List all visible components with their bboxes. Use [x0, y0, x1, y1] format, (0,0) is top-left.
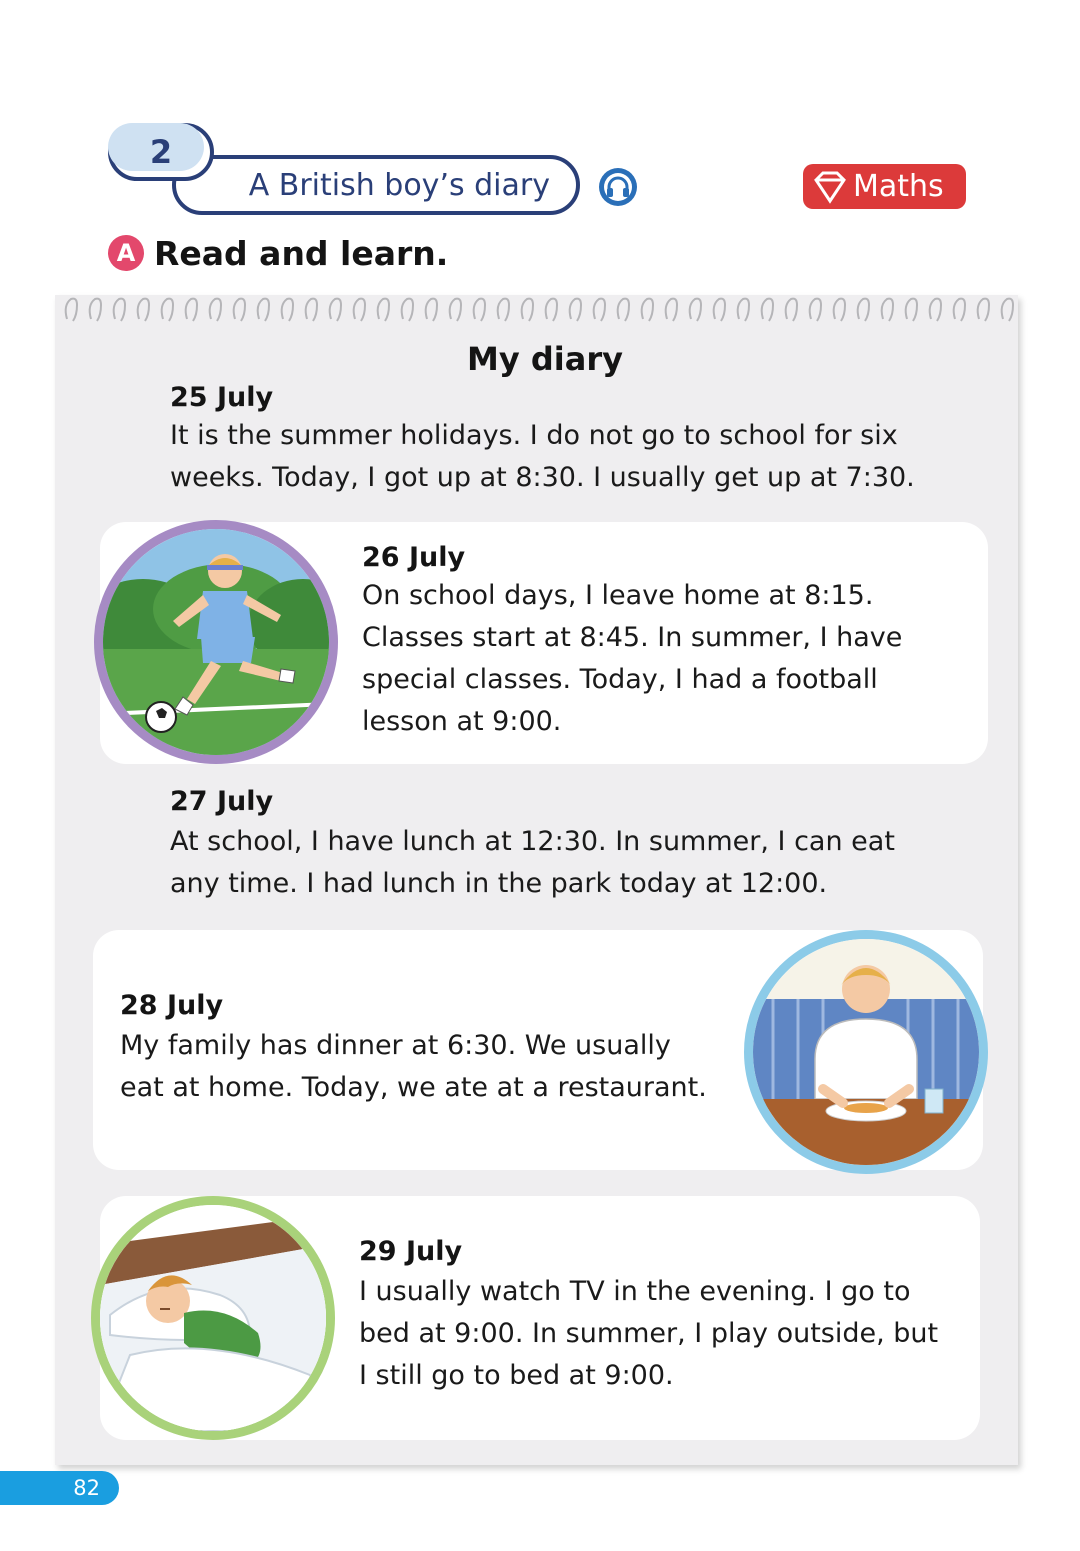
- notebook-ring: [714, 299, 725, 321]
- entry-date: 26 July: [362, 542, 466, 573]
- entry-text: [120, 1025, 740, 1109]
- notebook-ring: [690, 299, 701, 321]
- entry-date: 28 July: [120, 990, 224, 1021]
- notebook-ring: [522, 299, 533, 321]
- entry-text: [170, 821, 970, 905]
- dinner-illustration: [744, 930, 988, 1174]
- entry-text: [170, 415, 970, 499]
- notebook-ring: [978, 299, 989, 321]
- entry-line: I usually watch TV in the evening. I go to: [359, 1276, 911, 1307]
- notebook-ring: [618, 299, 629, 321]
- notebook-ring: [930, 299, 941, 321]
- entry-line: It is the summer holidays. I do not go to school for six: [170, 420, 898, 451]
- notebook-ring: [498, 299, 509, 321]
- entry-line: weeks. Today, I got up at 8:30. I usually get up at 7:30.: [170, 462, 915, 493]
- section-heading: [108, 233, 448, 273]
- entry-line: eat at home. Today, we ate at a restaurant.: [120, 1072, 707, 1103]
- entry-text: [362, 575, 972, 743]
- headphones-icon[interactable]: [598, 167, 638, 207]
- notebook-ring: [402, 299, 413, 321]
- entry-line: any time. I had lunch in the park today at 12:00.: [170, 868, 828, 899]
- notebook-ring: [546, 299, 557, 321]
- notebook-ring: [1002, 299, 1013, 321]
- notebook-ring: [186, 299, 197, 321]
- boy-playing-football-image: [103, 529, 329, 755]
- unit-number-badge: [108, 123, 214, 181]
- page-number-text: 82: [73, 1476, 100, 1500]
- notebook-ring: [162, 299, 173, 321]
- notebook-ring: [642, 299, 653, 321]
- notebook-ring: [474, 299, 485, 321]
- notebook-ring: [906, 299, 917, 321]
- entry-text: [359, 1271, 974, 1397]
- entry-line: On school days, I leave home at 8:15.: [362, 580, 874, 611]
- notebook-ring: [90, 299, 101, 321]
- notebook-ring: [234, 299, 245, 321]
- section-letter-badge: A: [108, 235, 144, 271]
- notebook-ring: [858, 299, 869, 321]
- entry-line: lesson at 9:00.: [362, 706, 562, 737]
- notebook-ring: [66, 299, 77, 321]
- entry-line: At school, I have lunch at 12:30. In summer, I can eat: [170, 826, 895, 857]
- notebook-ring: [834, 299, 845, 321]
- notebook-rings: [55, 295, 1018, 327]
- entry-line: special classes. Today, I had a football: [362, 664, 878, 695]
- notebook-ring: [594, 299, 605, 321]
- notebook-ring: [954, 299, 965, 321]
- sleeping-illustration: [91, 1196, 335, 1440]
- football-illustration: [94, 520, 338, 764]
- maths-subject-badge: [803, 164, 966, 209]
- notebook-ring: [426, 299, 437, 321]
- notebook-ring: [450, 299, 461, 321]
- notebook-ring: [882, 299, 893, 321]
- unit-title: A British boy’s diary: [248, 167, 550, 203]
- notebook-ring: [138, 299, 149, 321]
- notebook-ring: [354, 299, 365, 321]
- diary-entry-29-july: [359, 1236, 974, 1397]
- notebook-ring: [786, 299, 797, 321]
- entry-line: My family has dinner at 6:30. We usually: [120, 1030, 671, 1061]
- notebook-ring: [258, 299, 269, 321]
- notebook-ring: [306, 299, 317, 321]
- notebook-ring: [810, 299, 821, 321]
- notebook-ring: [114, 299, 125, 321]
- entry-date: 29 July: [359, 1236, 463, 1267]
- maths-label: Maths: [853, 169, 944, 204]
- entry-line: I still go to bed at 9:00.: [359, 1360, 674, 1391]
- notebook-ring: [738, 299, 749, 321]
- diamond-icon: [811, 170, 849, 204]
- diary-entry-26-july: [362, 542, 972, 743]
- entry-date: 27 July: [170, 786, 274, 817]
- diary-title: My diary: [467, 340, 623, 378]
- notebook-ring: [378, 299, 389, 321]
- section-title: Read and learn.: [154, 233, 449, 273]
- entry-date: 25 July: [170, 382, 274, 413]
- notebook-ring: [570, 299, 581, 321]
- unit-title-pill: [172, 155, 580, 215]
- notebook-ring: [210, 299, 221, 321]
- diary-entry-28-july: [120, 990, 740, 1109]
- boy-sleeping-image: [100, 1205, 326, 1431]
- notebook-ring: [762, 299, 773, 321]
- notebook-ring: [282, 299, 293, 321]
- notebook-ring: [330, 299, 341, 321]
- notebook-ring: [666, 299, 677, 321]
- diary-entry-25-july: [170, 382, 970, 499]
- entry-line: Classes start at 8:45. In summer, I have: [362, 622, 903, 653]
- unit-number: 2: [149, 133, 173, 171]
- diary-entry-27-july: [170, 786, 970, 905]
- entry-line: bed at 9:00. In summer, I play outside, but: [359, 1318, 939, 1349]
- page-number: [0, 1471, 119, 1505]
- boy-eating-dinner-image: [753, 939, 979, 1165]
